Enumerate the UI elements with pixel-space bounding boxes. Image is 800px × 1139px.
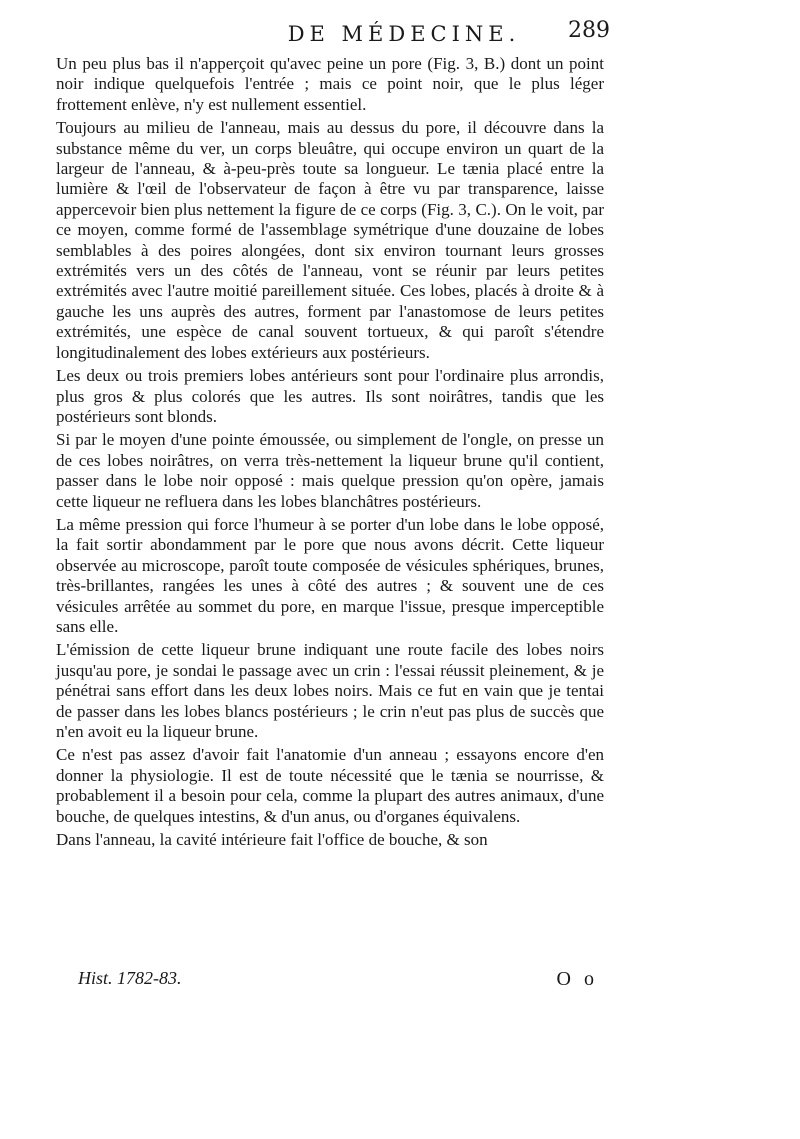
paragraph: Si par le moyen d'une pointe émoussée, ou simplement de l'ongle, on presse un de ces lobes noirâtres, on verra très-nettement la liqueur brune qu'il contient, passer dans le lobe noir opposé : mais quelque pression qu'on opère, jamais cette liqueur ne refluera dans les lobes blanchâtres postérieurs. bbox=[56, 430, 604, 511]
paragraph: Ce n'est pas assez d'avoir fait l'anatomie d'un anneau ; essayons encore d'en donner la physiologie. Il est de toute nécessité que le tænia se nourrisse, & probablement il a besoin pour cela, comme la plupart des autres animaux, d'une bouche, de quelques intestins, & d'un anus, ou d'organes équivalens. bbox=[56, 745, 604, 826]
body-text bbox=[56, 54, 604, 853]
paragraph: Les deux ou trois premiers lobes antérieurs sont pour l'ordinaire plus arrondis, plus gros & plus colorés que les autres. Ils sont noirâtres, tandis que les postérieurs sont blonds. bbox=[56, 366, 604, 426]
signature-mark: O o bbox=[556, 968, 598, 990]
volume-mark: Hist. 1782-83. bbox=[78, 968, 182, 988]
paragraph: Un peu plus bas il n'apperçoit qu'avec peine un pore (Fig. 3, B.) dont un point noir indique quelquefois l'entrée ; mais ce point noir, que le plus léger frottement enlève, n'y est nullement essentiel. bbox=[56, 54, 604, 114]
paragraph: La même pression qui force l'humeur à se porter d'un lobe dans le lobe opposé, la fait sortir abondamment par le pore que nous avons décrit. Cette liqueur observée au microscope, paroît toute composée de vésicules sphériques, brunes, très-brillantes, rangées les unes à côté des autres ; & souvent une de ces vésicules arrêtée au sommet du pore, en marque l'issue, presque imperceptible sans elle. bbox=[56, 514, 604, 636]
paragraph: L'émission de cette liqueur brune indiquant une route facile des lobes noirs jusqu'au pore, je sondai le passage avec un crin : l'essai réussit pleinement, & je pénétrai sans effort dans les deux lobes noirs. Mais ce fut en vain que je tentai de passer dans les lobes blancs postérieurs ; le crin n'eut pas plus de succès que n'en avoit eu la liqueur brune. bbox=[56, 640, 604, 741]
paragraph: Toujours au milieu de l'anneau, mais au dessus du pore, il découvre dans la substance même du ver, un corps bleuâtre, qui occupe environ un quart de la largeur de l'anneau, & à-peu-près toute sa longueur. Le tænia placé entre la lumière & l'œil de l'observateur de façon à être vu par transparence, laisse appercevoir bien plus nettement la figure de ce corps (Fig. 3, C.). On le voit, par ce moyen, comme formé de l'assemblage symétrique d'une douzaine de lobes semblables à des poires alongées, dont six environ tournant leurs grosses extrémités vers un des côtés de l'anneau, vont se réunir par leurs petites extrémités avec l'autre moitié pareillement située. Ces lobes, placés à droite & à gauche les uns auprès des autres, forment par l'anastomose de leurs petites extrémités, une espèce de canal souvent tortueux, & qui paroît s'étendre longitudinalement des lobes extérieurs aux postérieurs. bbox=[56, 118, 604, 362]
paragraph: Dans l'anneau, la cavité intérieure fait l'office de bouche, & son bbox=[56, 830, 488, 850]
page-footer bbox=[78, 968, 598, 989]
page-number: 289 bbox=[568, 18, 610, 43]
running-head: DE MÉDECINE. bbox=[287, 22, 521, 46]
